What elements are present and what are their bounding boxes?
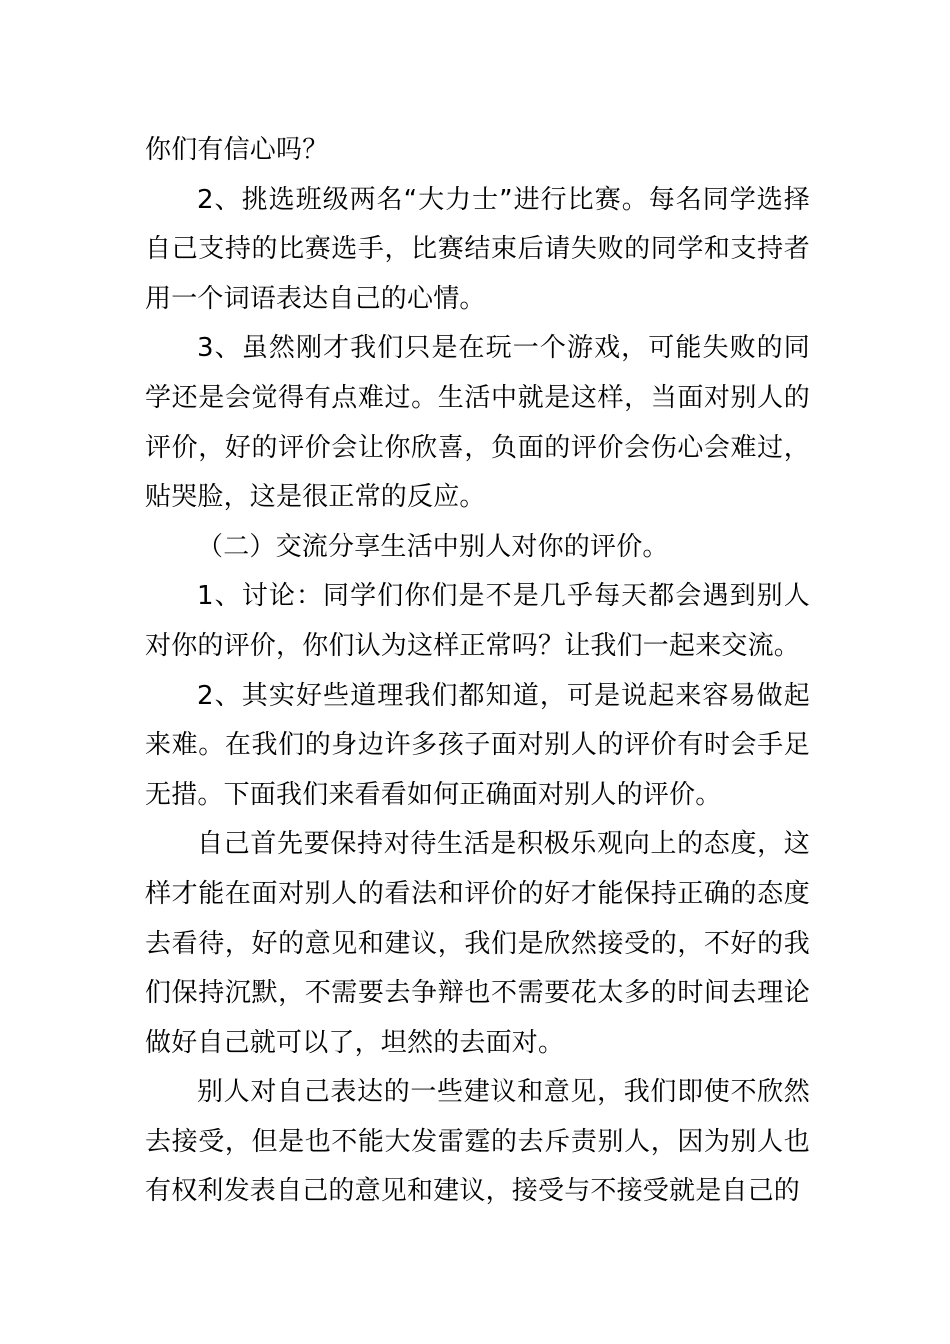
paragraph: 2、其实好些道理我们都知道，可是说起来容易做起来难。在我们的身边许多孩子面对别人的评价有时会手足无措。下面我们来看看如何正确面对别人的评价。 xyxy=(145,680,810,810)
document-body xyxy=(145,126,810,1217)
section-heading: （二）交流分享生活中别人对你的评价。 xyxy=(197,531,669,562)
paragraph: 3、虽然刚才我们只是在玩一个游戏，可能失败的同学还是会觉得有点难过。生活中就是这样，当面对别人的评价，好的评价会让你欣喜，负面的评价会伤心会难过，贴哭脸，这是很正常的反应。 xyxy=(145,333,810,513)
paragraph: 别人对自己表达的一些建议和意见，我们即使不欣然去接受，但是也不能大发雷霆的去斥责别人，因为别人也有权利发表自己的意见和建议，接受与不接受就是自己的 xyxy=(145,1077,810,1207)
paragraph: 1、讨论：同学们你们是不是几乎每天都会遇到别人对你的评价，你们认为这样正常吗？让我们一起来交流。 xyxy=(145,581,810,661)
paragraph: 2、挑选班级两名“大力士”进行比赛。每名同学选择自己支持的比赛选手，比赛结束后请失败的同学和支持者用一个词语表达自己的心情。 xyxy=(145,184,810,314)
paragraph: 你们有信心吗？ xyxy=(145,135,329,165)
paragraph: 自己首先要保持对待生活是积极乐观向上的态度，这样才能在面对别人的看法和评价的好才能保持正确的态度去看待，好的意见和建议，我们是欣然接受的，不好的我们保持沉默，不需要去争辩也不需要花太多的时间去理论做好自己就可以了，坦然的去面对。 xyxy=(145,829,810,1058)
